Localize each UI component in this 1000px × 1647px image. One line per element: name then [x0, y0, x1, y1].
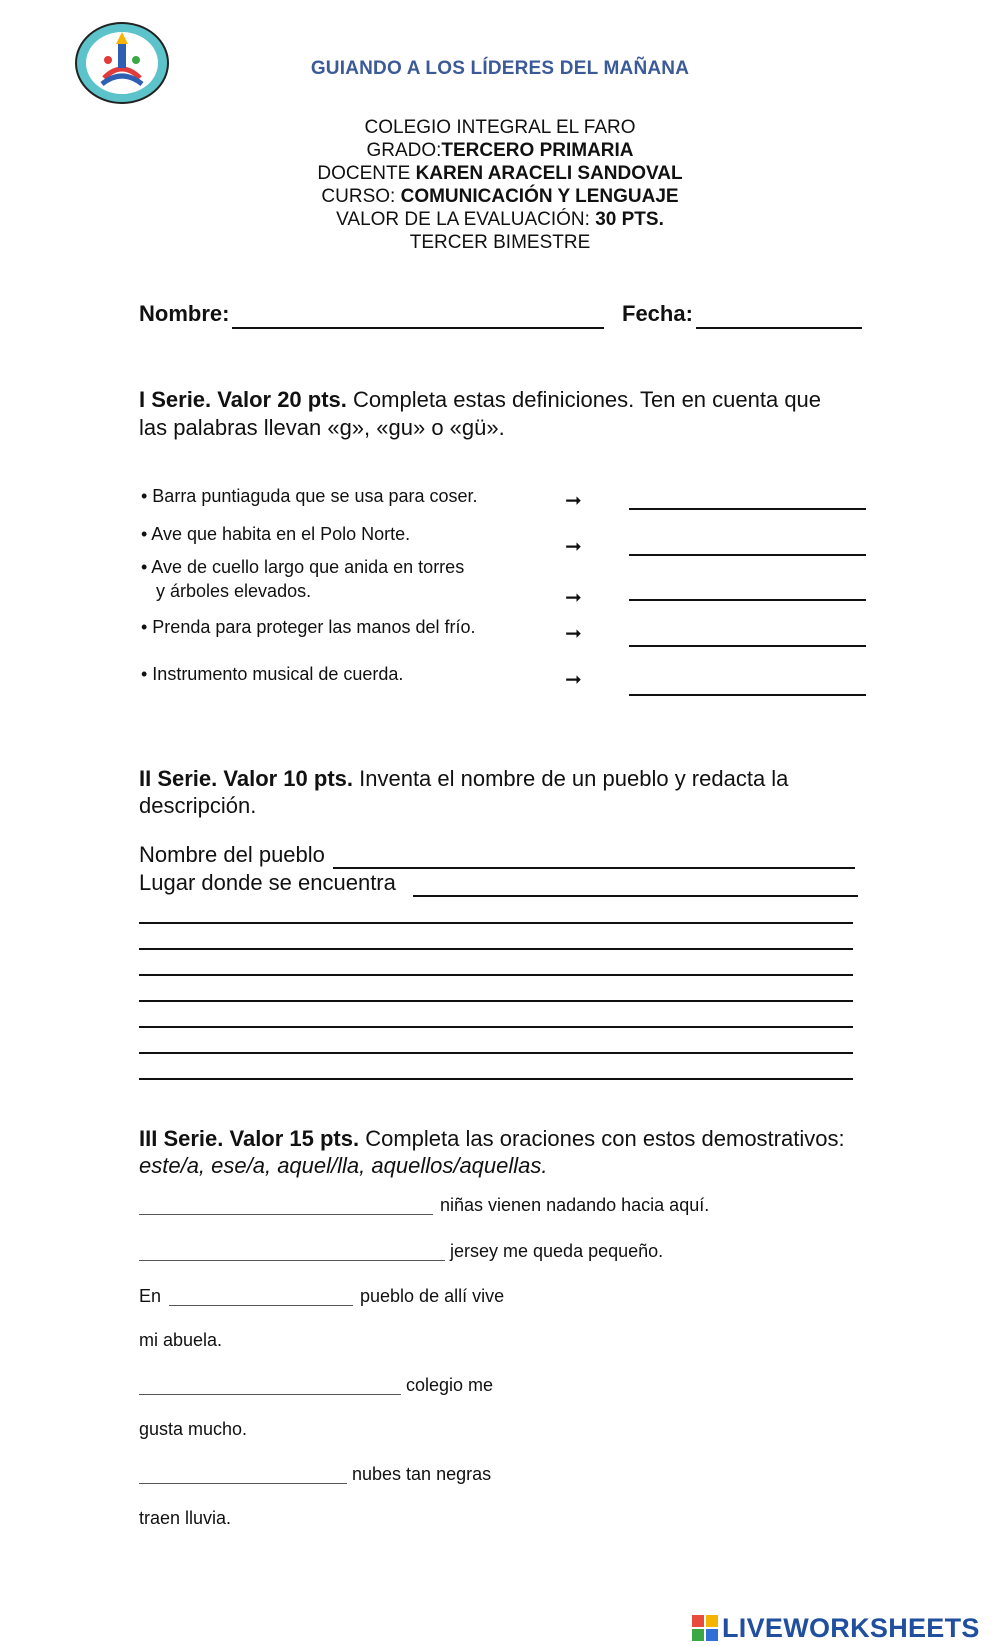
definition-item: • Ave de cuello largo que anida en torres: [141, 557, 465, 577]
answer-field[interactable]: [629, 585, 866, 601]
description-line[interactable]: [139, 1053, 853, 1080]
school-name: COLEGIO INTEGRAL EL FARO: [364, 117, 636, 138]
definition-item: • Instrumento musical de cuerda.: [141, 664, 404, 684]
arrow-right-icon: ➞: [565, 623, 582, 645]
blank-field[interactable]: [139, 1242, 445, 1261]
answer-field[interactable]: [629, 494, 866, 510]
arrow-right-icon: ➞: [565, 587, 582, 609]
serie3-title: III Serie. Valor 15 pts.: [139, 1126, 360, 1151]
term: TERCER BIMESTRE: [409, 232, 591, 253]
grade-line: [0, 139, 1000, 162]
teacher-label: DOCENTE: [317, 163, 416, 184]
blank-field[interactable]: [169, 1287, 353, 1306]
arrow-right-icon: ➞: [565, 490, 582, 512]
definition-item: • Barra puntiaguda que se usa para coser.: [141, 486, 478, 506]
answer-field[interactable]: [629, 680, 866, 696]
serie1-instruction-1: Completa estas definiciones. Ten en cuenta que: [353, 387, 822, 412]
blank-field[interactable]: [139, 1376, 401, 1395]
serie2-heading: [139, 765, 899, 819]
serie3-instruction: Completa las oraciones con estos demostrativos:: [365, 1126, 845, 1151]
school-motto: GUIANDO A LOS LÍDERES DEL MAÑANA: [310, 58, 690, 79]
description-line[interactable]: [139, 923, 853, 950]
evaluation-value-line: [0, 208, 1000, 231]
town-location-field[interactable]: [413, 872, 858, 897]
arrow-right-icon: ➞: [565, 536, 582, 558]
serie3-demonstratives: este/a, ese/a, aquel/lla, aquellos/aquellas.: [139, 1153, 548, 1178]
description-line[interactable]: [139, 897, 853, 924]
answer-field[interactable]: [629, 631, 866, 647]
evaluation-value-label: VALOR DE LA EVALUACIÓN:: [336, 209, 596, 230]
liveworksheets-logo-icon: [692, 1615, 718, 1641]
sentence-text: nubes tan negras: [352, 1464, 492, 1484]
blank-field[interactable]: [139, 1465, 347, 1484]
description-line[interactable]: [139, 1001, 853, 1028]
liveworksheets-brand-text: LIVEWORKSHEETS: [722, 1612, 980, 1643]
serie2-instruction-1: Inventa el nombre de un pueblo y redacta la: [359, 766, 789, 791]
blank-field[interactable]: [139, 1196, 433, 1215]
course-value: COMUNICACIÓN Y LENGUAJE: [400, 186, 679, 207]
description-line[interactable]: [139, 1027, 853, 1054]
teacher-value: KAREN ARACELI SANDOVAL: [415, 163, 683, 184]
grade-label: GRADO:: [366, 140, 442, 161]
town-location-label: Lugar donde se encuentra: [139, 870, 396, 895]
sentence-text: colegio me: [406, 1375, 494, 1395]
sentence-text: En: [139, 1286, 162, 1306]
teacher-line: [0, 162, 1000, 185]
town-name-field[interactable]: [333, 844, 855, 869]
grade-value: TERCERO PRIMARIA: [441, 140, 634, 161]
serie3-heading: [139, 1125, 929, 1179]
name-field[interactable]: [232, 303, 604, 329]
description-line[interactable]: [139, 975, 853, 1002]
definition-item-cont: y árboles elevados.: [156, 581, 312, 601]
sentence-text: niñas vienen nadando hacia aquí.: [440, 1195, 710, 1215]
sentence-text: jersey me queda pequeño.: [450, 1241, 664, 1261]
sentence-text: pueblo de allí vive: [360, 1286, 505, 1306]
serie2-instruction-2: descripción.: [139, 793, 257, 818]
name-label: Nombre:: [139, 301, 230, 326]
serie2-title: II Serie. Valor 10 pts.: [139, 766, 353, 791]
sentence-text: mi abuela.: [139, 1330, 223, 1350]
course-line: [0, 185, 1000, 208]
answer-field[interactable]: [629, 540, 866, 556]
town-name-label: Nombre del pueblo: [139, 842, 325, 867]
description-line[interactable]: [139, 949, 853, 976]
serie1-heading: [139, 386, 899, 442]
definition-item: • Ave que habita en el Polo Norte.: [141, 524, 411, 544]
date-field[interactable]: [696, 303, 862, 329]
liveworksheets-brand[interactable]: [692, 1611, 992, 1645]
serie1-instruction-2: las palabras llevan «g», «gu» o «gü».: [139, 415, 505, 440]
arrow-right-icon: ➞: [565, 669, 582, 691]
definition-item: • Prenda para proteger las manos del frío.: [141, 617, 476, 637]
course-label: CURSO:: [321, 186, 401, 207]
sentence-text: traen lluvia.: [139, 1508, 232, 1528]
sentence-text: gusta mucho.: [139, 1419, 248, 1439]
evaluation-value: 30 PTS.: [595, 209, 664, 230]
date-label: Fecha:: [622, 301, 693, 326]
serie1-title: I Serie. Valor 20 pts.: [139, 387, 347, 412]
